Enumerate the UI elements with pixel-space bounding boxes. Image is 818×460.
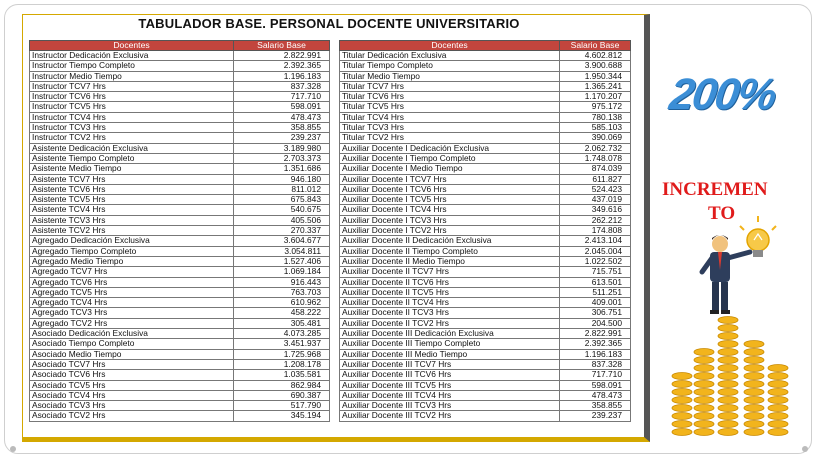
cell-docente: Asistente Medio Tiempo [30, 164, 234, 174]
coin [768, 397, 788, 404]
cell-docente: Auxiliar Docente II TCV2 Hrs [340, 318, 560, 328]
cell-salario: 611.827 [560, 174, 631, 184]
cell-salario: 715.751 [560, 267, 631, 277]
coin [744, 349, 764, 356]
cell-salario: 345.194 [234, 411, 330, 421]
coin [718, 333, 738, 340]
table-row [30, 256, 330, 266]
table-row [30, 143, 330, 153]
cell-docente: Titular TCV3 Hrs [340, 123, 560, 133]
cell-salario: 1.527.406 [234, 256, 330, 266]
cell-docente: Auxiliar Docente II TCV7 Hrs [340, 267, 560, 277]
table-row [30, 411, 330, 421]
table-row [30, 236, 330, 246]
cell-salario: 2.392.365 [560, 339, 631, 349]
cell-salario: 478.473 [560, 390, 631, 400]
coin [694, 365, 714, 372]
cell-docente: Auxiliar Docente III TCV6 Hrs [340, 370, 560, 380]
cell-salario: 511.251 [560, 287, 631, 297]
coin [694, 405, 714, 412]
cell-salario: 174.808 [560, 226, 631, 236]
table-row [340, 112, 631, 122]
coin [744, 413, 764, 420]
cell-docente: Asociado TCV4 Hrs [30, 390, 234, 400]
cell-docente: Auxiliar Docente III Tiempo Completo [340, 339, 560, 349]
cell-salario: 517.790 [234, 401, 330, 411]
cell-docente: Agregado TCV5 Hrs [30, 287, 234, 297]
percent-badge: 200% [666, 70, 779, 119]
cell-docente: Titular TCV2 Hrs [340, 133, 560, 143]
cell-docente: Instructor TCV6 Hrs [30, 92, 234, 102]
cell-docente: Auxiliar Docente I Dedicación Exclusiva [340, 143, 560, 153]
coin [744, 357, 764, 364]
coin [744, 429, 764, 436]
cell-salario: 204.500 [560, 318, 631, 328]
table-row [340, 246, 631, 256]
cell-docente: Titular Dedicación Exclusiva [340, 51, 560, 61]
cell-docente: Asistente TCV2 Hrs [30, 226, 234, 236]
table-row [30, 153, 330, 163]
coin [694, 373, 714, 380]
coin [694, 429, 714, 436]
cell-docente: Titular Medio Tiempo [340, 71, 560, 81]
coin [768, 405, 788, 412]
table-row [30, 133, 330, 143]
cell-docente: Agregado TCV3 Hrs [30, 308, 234, 318]
coin-stacks [672, 317, 788, 436]
cell-salario: 1.196.183 [560, 349, 631, 359]
cell-salario: 390.069 [560, 133, 631, 143]
table-row [30, 51, 330, 61]
table-row [340, 195, 631, 205]
table-row [340, 71, 631, 81]
cell-docente: Asistente TCV6 Hrs [30, 184, 234, 194]
cell-docente: Auxiliar Docente I TCV7 Hrs [340, 174, 560, 184]
table-row [340, 102, 631, 112]
coin [718, 429, 738, 436]
cell-salario: 1.351.686 [234, 164, 330, 174]
table-row [30, 195, 330, 205]
cell-salario: 3.189.980 [234, 143, 330, 153]
cell-docente: Asociado TCV6 Hrs [30, 370, 234, 380]
cell-salario: 239.237 [234, 133, 330, 143]
cell-docente: Auxiliar Docente III TCV5 Hrs [340, 380, 560, 390]
table-row [340, 329, 631, 339]
cell-docente: Auxiliar Docente II Medio Tiempo [340, 256, 560, 266]
salary-table-right-body [340, 51, 631, 422]
cell-salario: 598.091 [560, 380, 631, 390]
table-row [340, 287, 631, 297]
cell-docente: Asociado TCV5 Hrs [30, 380, 234, 390]
cell-docente: Agregado Tiempo Completo [30, 246, 234, 256]
coin [768, 389, 788, 396]
table-row [340, 411, 631, 421]
cell-salario: 1.365.241 [560, 81, 631, 91]
cell-docente: Agregado Medio Tiempo [30, 256, 234, 266]
coin [718, 413, 738, 420]
cell-docente: Titular TCV6 Hrs [340, 92, 560, 102]
cell-salario: 916.443 [234, 277, 330, 287]
cell-salario: 975.172 [560, 102, 631, 112]
cell-salario: 437.019 [560, 195, 631, 205]
coin [768, 373, 788, 380]
cell-docente: Instructor TCV7 Hrs [30, 81, 234, 91]
cell-salario: 305.481 [234, 318, 330, 328]
table-row [30, 390, 330, 400]
cell-docente: Asociado TCV7 Hrs [30, 359, 234, 369]
cell-docente: Auxiliar Docente II TCV6 Hrs [340, 277, 560, 287]
cell-docente: Asistente Dedicación Exclusiva [30, 143, 234, 153]
coin [768, 381, 788, 388]
coin [718, 325, 738, 332]
cell-docente: Auxiliar Docente II Tiempo Completo [340, 246, 560, 256]
coin [672, 413, 692, 420]
cell-docente: Asociado Dedicación Exclusiva [30, 329, 234, 339]
cell-salario: 349.616 [560, 205, 631, 215]
column-header-salario: Salario Base [560, 41, 631, 51]
cell-docente: Titular Tiempo Completo [340, 61, 560, 71]
cell-salario: 1.035.581 [234, 370, 330, 380]
cell-salario: 610.962 [234, 298, 330, 308]
cell-salario: 1.208.178 [234, 359, 330, 369]
table-row [340, 174, 631, 184]
table-row [340, 349, 631, 359]
cell-docente: Auxiliar Docente III TCV2 Hrs [340, 411, 560, 421]
cell-salario: 239.237 [560, 411, 631, 421]
cell-salario: 862.984 [234, 380, 330, 390]
cell-salario: 874.039 [560, 164, 631, 174]
coin [694, 349, 714, 356]
coin [744, 365, 764, 372]
cell-salario: 2.062.732 [560, 143, 631, 153]
table-row [340, 133, 631, 143]
cell-salario: 405.506 [234, 215, 330, 225]
cell-docente: Auxiliar Docente III TCV7 Hrs [340, 359, 560, 369]
coin [672, 405, 692, 412]
man-figure [702, 235, 750, 314]
table-row [340, 370, 631, 380]
table-row [30, 318, 330, 328]
cell-salario: 690.387 [234, 390, 330, 400]
coin [672, 421, 692, 428]
cell-salario: 262.212 [560, 215, 631, 225]
coin [718, 349, 738, 356]
cell-salario: 3.054.811 [234, 246, 330, 256]
cell-salario: 946.180 [234, 174, 330, 184]
coin [672, 389, 692, 396]
coin [718, 365, 738, 372]
table-row [340, 359, 631, 369]
salary-table-right [339, 40, 631, 422]
table-header-row [340, 41, 631, 51]
slide-corner-dot [802, 446, 808, 452]
cell-docente: Auxiliar Docente III Medio Tiempo [340, 349, 560, 359]
cell-docente: Titular TCV5 Hrs [340, 102, 560, 112]
cell-docente: Auxiliar Docente II TCV5 Hrs [340, 287, 560, 297]
cell-salario: 2.392.365 [234, 61, 330, 71]
table-row [30, 246, 330, 256]
cell-docente: Asociado TCV3 Hrs [30, 401, 234, 411]
table-row [30, 329, 330, 339]
table-row [30, 61, 330, 71]
cell-salario: 675.843 [234, 195, 330, 205]
cell-salario: 3.604.677 [234, 236, 330, 246]
cell-salario: 780.138 [560, 112, 631, 122]
table-row [340, 390, 631, 400]
cell-docente: Agregado TCV2 Hrs [30, 318, 234, 328]
table-row [340, 205, 631, 215]
cell-docente: Auxiliar Docente I TCV6 Hrs [340, 184, 560, 194]
table-row [340, 318, 631, 328]
cell-salario: 2.822.991 [560, 329, 631, 339]
cell-docente: Auxiliar Docente I Tiempo Completo [340, 153, 560, 163]
table-row [340, 339, 631, 349]
cell-salario: 763.703 [234, 287, 330, 297]
table-row [30, 164, 330, 174]
cell-salario: 458.222 [234, 308, 330, 318]
table-row [340, 401, 631, 411]
table-row [30, 123, 330, 133]
cell-salario: 837.328 [234, 81, 330, 91]
cell-salario: 1.725.968 [234, 349, 330, 359]
cell-salario: 1.022.502 [560, 256, 631, 266]
coin [744, 341, 764, 348]
table-row [340, 308, 631, 318]
cell-salario: 2.413.104 [560, 236, 631, 246]
cell-salario: 358.855 [560, 401, 631, 411]
cell-docente: Auxiliar Docente III TCV4 Hrs [340, 390, 560, 400]
cell-docente: Auxiliar Docente II Dedicación Exclusiva [340, 236, 560, 246]
cell-docente: Asociado Medio Tiempo [30, 349, 234, 359]
increment-label-line2: TO [708, 203, 736, 224]
salary-table-panel [22, 14, 650, 442]
cell-docente: Asistente Tiempo Completo [30, 153, 234, 163]
table-row [30, 112, 330, 122]
coin [718, 341, 738, 348]
coin [694, 397, 714, 404]
coin [744, 421, 764, 428]
cell-docente: Instructor Tiempo Completo [30, 61, 234, 71]
cell-salario: 1.170.207 [560, 92, 631, 102]
cell-docente: Auxiliar Docente I TCV3 Hrs [340, 215, 560, 225]
cell-docente: Instructor TCV4 Hrs [30, 112, 234, 122]
table-row [30, 184, 330, 194]
cell-docente: Asistente TCV5 Hrs [30, 195, 234, 205]
table-row [30, 339, 330, 349]
table-row [340, 164, 631, 174]
cell-docente: Auxiliar Docente I TCV2 Hrs [340, 226, 560, 236]
table-row [30, 287, 330, 297]
table-row [340, 298, 631, 308]
coin [672, 429, 692, 436]
coin [672, 397, 692, 404]
cell-docente: Auxiliar Docente III Dedicación Exclusiva [340, 329, 560, 339]
column-header-docentes: Docentes [30, 41, 234, 51]
table-row [30, 308, 330, 318]
coin [672, 373, 692, 380]
cell-docente: Agregado TCV7 Hrs [30, 267, 234, 277]
cell-docente: Asistente TCV7 Hrs [30, 174, 234, 184]
cell-salario: 4.602.812 [560, 51, 631, 61]
cell-salario: 585.103 [560, 123, 631, 133]
cell-salario: 306.751 [560, 308, 631, 318]
cell-salario: 478.473 [234, 112, 330, 122]
table-row [30, 349, 330, 359]
coin [694, 413, 714, 420]
cell-salario: 540.675 [234, 205, 330, 215]
cell-salario: 2.045.004 [560, 246, 631, 256]
coin [694, 381, 714, 388]
cell-salario: 613.501 [560, 277, 631, 287]
table-row [30, 359, 330, 369]
cell-docente: Asistente TCV4 Hrs [30, 205, 234, 215]
cell-docente: Instructor TCV5 Hrs [30, 102, 234, 112]
table-row [30, 205, 330, 215]
table-row [30, 226, 330, 236]
increment-label-line1: INCREMEN [662, 179, 768, 200]
cell-docente: Instructor Dedicación Exclusiva [30, 51, 234, 61]
coin [718, 421, 738, 428]
table-row [340, 256, 631, 266]
coin [718, 373, 738, 380]
salary-table-left [29, 40, 330, 422]
table-row [30, 277, 330, 287]
coin [718, 389, 738, 396]
cell-salario: 1.196.183 [234, 71, 330, 81]
coin [694, 421, 714, 428]
table-row [340, 143, 631, 153]
table-row [30, 215, 330, 225]
coin [744, 389, 764, 396]
coin [768, 413, 788, 420]
table-row [340, 61, 631, 71]
cell-docente: Auxiliar Docente I Medio Tiempo [340, 164, 560, 174]
coin [694, 357, 714, 364]
table-row [340, 184, 631, 194]
cell-docente: Auxiliar Docente II TCV3 Hrs [340, 308, 560, 318]
cell-salario: 1.950.344 [560, 71, 631, 81]
cell-salario: 717.710 [560, 370, 631, 380]
coin [768, 421, 788, 428]
cell-salario: 598.091 [234, 102, 330, 112]
table-row [340, 153, 631, 163]
cell-salario: 3.900.688 [560, 61, 631, 71]
coin [718, 397, 738, 404]
coin [718, 357, 738, 364]
cell-salario: 409.001 [560, 298, 631, 308]
cell-salario: 270.337 [234, 226, 330, 236]
table-row [340, 92, 631, 102]
cell-docente: Instructor TCV2 Hrs [30, 133, 234, 143]
coin [744, 373, 764, 380]
cell-salario: 1.748.078 [560, 153, 631, 163]
table-row [340, 123, 631, 133]
table-row [30, 174, 330, 184]
cell-docente: Asistente TCV3 Hrs [30, 215, 234, 225]
coin [694, 389, 714, 396]
slide-corner-dot [10, 446, 16, 452]
table-title: TABULADOR BASE. PERSONAL DOCENTE UNIVERSITARIO [138, 16, 520, 31]
cell-docente: Agregado TCV4 Hrs [30, 298, 234, 308]
salary-table-left-body [30, 51, 330, 422]
cell-salario: 358.855 [234, 123, 330, 133]
table-row [30, 71, 330, 81]
cell-salario: 837.328 [560, 359, 631, 369]
coin [718, 381, 738, 388]
cell-docente: Asociado Tiempo Completo [30, 339, 234, 349]
cell-docente: Instructor TCV3 Hrs [30, 123, 234, 133]
cell-docente: Agregado TCV6 Hrs [30, 277, 234, 287]
cell-docente: Titular TCV4 Hrs [340, 112, 560, 122]
cell-salario: 717.710 [234, 92, 330, 102]
cell-salario: 811.012 [234, 184, 330, 194]
coin [744, 397, 764, 404]
man-on-coins-illustration [660, 210, 800, 440]
coin [768, 429, 788, 436]
cell-docente: Auxiliar Docente I TCV5 Hrs [340, 195, 560, 205]
table-row [30, 298, 330, 308]
table-row [30, 401, 330, 411]
cell-docente: Titular TCV7 Hrs [340, 81, 560, 91]
table-row [30, 81, 330, 91]
coin [768, 365, 788, 372]
table-row [340, 267, 631, 277]
coin [718, 317, 738, 324]
cell-docente: Agregado Dedicación Exclusiva [30, 236, 234, 246]
table-row [340, 277, 631, 287]
table-header-row [30, 41, 330, 51]
table-row [340, 380, 631, 390]
coin [744, 381, 764, 388]
cell-salario: 1.069.184 [234, 267, 330, 277]
table-row [30, 380, 330, 390]
table-row [340, 215, 631, 225]
table-row [340, 226, 631, 236]
coin [744, 405, 764, 412]
column-header-docentes: Docentes [340, 41, 560, 51]
cell-salario: 524.423 [560, 184, 631, 194]
table-row [30, 267, 330, 277]
cell-docente: Auxiliar Docente II TCV4 Hrs [340, 298, 560, 308]
cell-docente: Asociado TCV2 Hrs [30, 411, 234, 421]
table-row [30, 370, 330, 380]
coin [672, 381, 692, 388]
cell-docente: Instructor Medio Tiempo [30, 71, 234, 81]
table-row [340, 236, 631, 246]
cell-salario: 3.451.937 [234, 339, 330, 349]
table-row [340, 51, 631, 61]
coin [718, 405, 738, 412]
table-row [340, 81, 631, 91]
table-row [30, 92, 330, 102]
cell-salario: 2.822.991 [234, 51, 330, 61]
column-header-salario: Salario Base [234, 41, 330, 51]
cell-salario: 2.703.373 [234, 153, 330, 163]
cell-salario: 4.073.285 [234, 329, 330, 339]
cell-docente: Auxiliar Docente I TCV4 Hrs [340, 205, 560, 215]
table-row [30, 102, 330, 112]
cell-docente: Auxiliar Docente III TCV3 Hrs [340, 401, 560, 411]
